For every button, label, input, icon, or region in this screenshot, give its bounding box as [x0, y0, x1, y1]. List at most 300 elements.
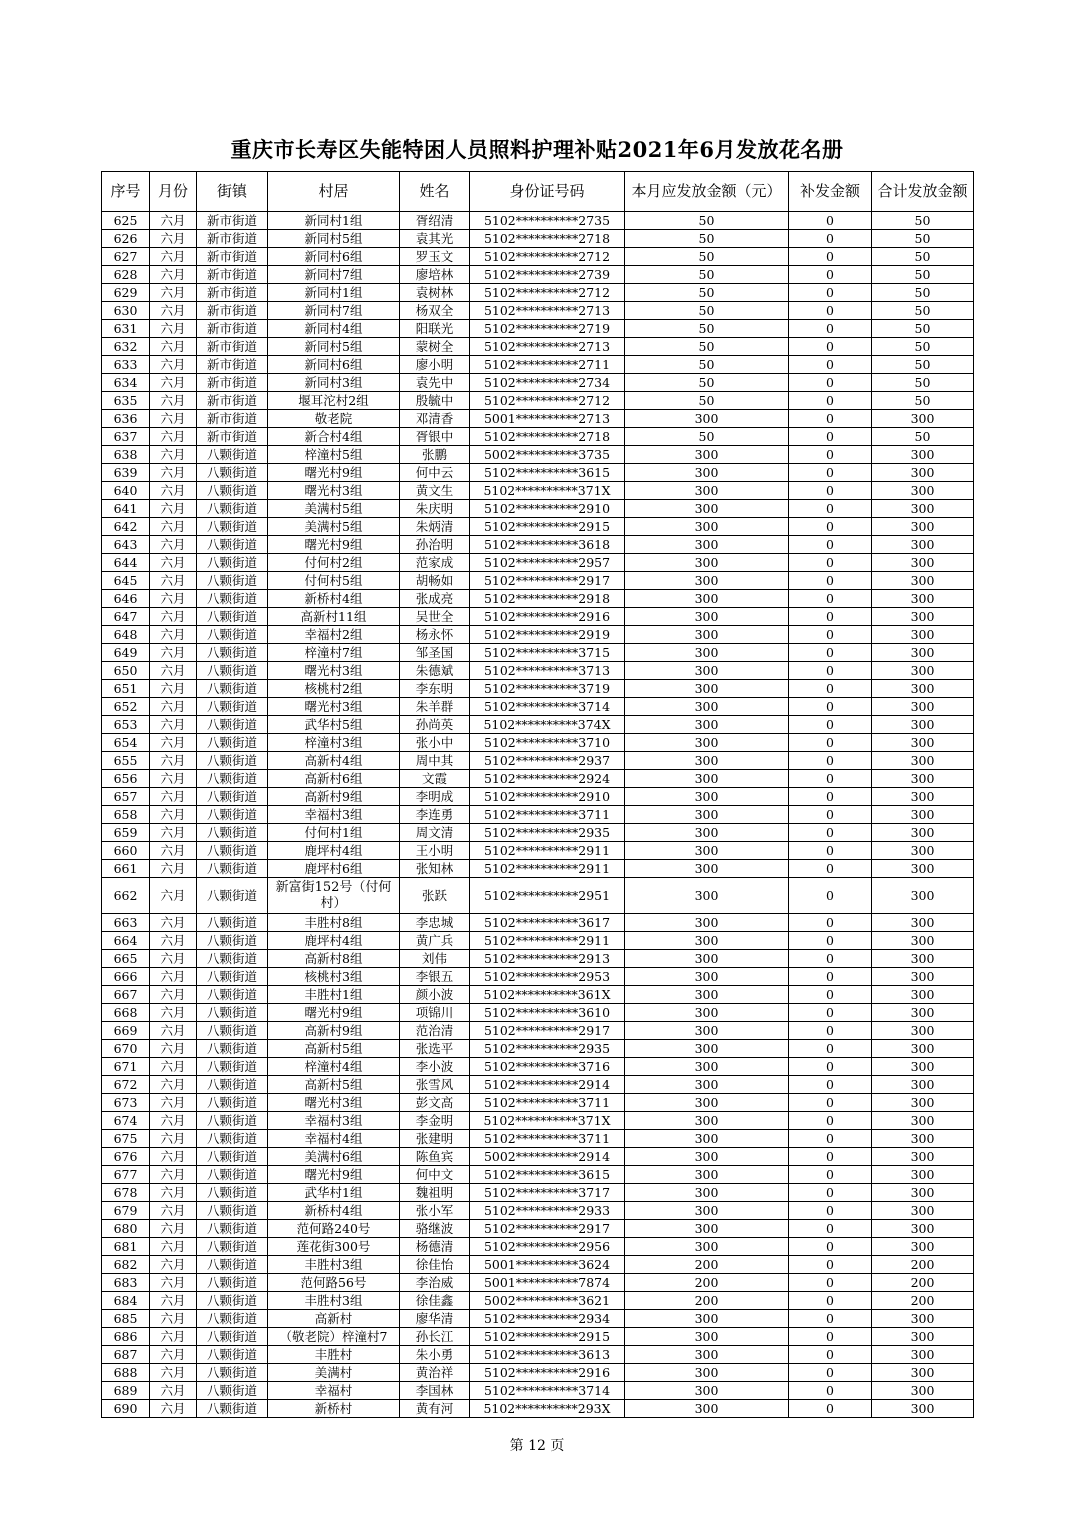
name-cell: 徐佳鑫 — [400, 1292, 470, 1310]
table-row — [102, 302, 974, 320]
name-cell: 周中其 — [400, 752, 470, 770]
back-pay-cell: 0 — [789, 1130, 872, 1148]
street-cell: 新市街道 — [197, 428, 268, 446]
monthly-amount-cell: 300 — [625, 824, 789, 842]
back-pay-cell: 0 — [789, 230, 872, 248]
month-cell: 六月 — [150, 1184, 197, 1202]
id-number-cell: 5102**********3714 — [470, 698, 625, 716]
month-cell: 六月 — [150, 1256, 197, 1274]
id-number-cell: 5102**********2917 — [470, 572, 625, 590]
id-number-cell: 5102**********2934 — [470, 1310, 625, 1328]
total-amount-cell: 300 — [872, 1148, 974, 1166]
id-number-cell: 5102**********2924 — [470, 770, 625, 788]
monthly-amount-cell: 300 — [625, 1094, 789, 1112]
month-cell: 六月 — [150, 1112, 197, 1130]
table-row — [102, 1256, 974, 1274]
id-number-cell: 5102**********3715 — [470, 644, 625, 662]
column-header-month: 月份 — [150, 172, 197, 212]
village-cell: 新富街152号（付何村） — [268, 878, 400, 914]
monthly-amount-cell: 300 — [625, 626, 789, 644]
village-cell: 高新村 — [268, 1310, 400, 1328]
village-cell: 高新村11组 — [268, 608, 400, 626]
name-cell: 杨德清 — [400, 1238, 470, 1256]
back-pay-cell: 0 — [789, 410, 872, 428]
street-cell: 新市街道 — [197, 320, 268, 338]
id-number-cell: 5102**********2917 — [470, 1220, 625, 1238]
table-row — [102, 1112, 974, 1130]
street-cell: 八颗街道 — [197, 482, 268, 500]
table-row — [102, 878, 974, 914]
total-amount-cell: 300 — [872, 914, 974, 932]
month-cell: 六月 — [150, 644, 197, 662]
id-number-cell: 5102**********2916 — [470, 1364, 625, 1382]
total-amount-cell: 300 — [872, 1238, 974, 1256]
name-cell: 李东明 — [400, 680, 470, 698]
monthly-amount-cell: 300 — [625, 950, 789, 968]
row-index-cell: 682 — [102, 1256, 150, 1274]
village-cell: 新同村6组 — [268, 356, 400, 374]
monthly-amount-cell: 300 — [625, 968, 789, 986]
total-amount-cell: 300 — [872, 806, 974, 824]
row-index-cell: 655 — [102, 752, 150, 770]
street-cell: 新市街道 — [197, 392, 268, 410]
village-cell: 新同村4组 — [268, 320, 400, 338]
month-cell: 六月 — [150, 320, 197, 338]
back-pay-cell: 0 — [789, 1274, 872, 1292]
table-row — [102, 464, 974, 482]
village-cell: 高新村5组 — [268, 1076, 400, 1094]
street-cell: 八颗街道 — [197, 1076, 268, 1094]
month-cell: 六月 — [150, 212, 197, 230]
street-cell: 八颗街道 — [197, 1220, 268, 1238]
row-index-cell: 666 — [102, 968, 150, 986]
street-cell: 八颗街道 — [197, 752, 268, 770]
back-pay-cell: 0 — [789, 320, 872, 338]
monthly-amount-cell: 300 — [625, 680, 789, 698]
street-cell: 八颗街道 — [197, 986, 268, 1004]
row-index-cell: 663 — [102, 914, 150, 932]
total-amount-cell: 300 — [872, 1328, 974, 1346]
total-amount-cell: 300 — [872, 842, 974, 860]
name-cell: 袁树林 — [400, 284, 470, 302]
row-index-cell: 628 — [102, 266, 150, 284]
monthly-amount-cell: 50 — [625, 338, 789, 356]
village-cell: 范何路56号 — [268, 1274, 400, 1292]
monthly-amount-cell: 300 — [625, 1058, 789, 1076]
row-index-cell: 660 — [102, 842, 150, 860]
name-cell: 张鹏 — [400, 446, 470, 464]
row-index-cell: 688 — [102, 1364, 150, 1382]
row-index-cell: 687 — [102, 1346, 150, 1364]
table-row — [102, 248, 974, 266]
id-number-cell: 5102**********2957 — [470, 554, 625, 572]
month-cell: 六月 — [150, 572, 197, 590]
name-cell: 张小中 — [400, 734, 470, 752]
row-index-cell: 669 — [102, 1022, 150, 1040]
total-amount-cell: 300 — [872, 968, 974, 986]
id-number-cell: 5102**********3714 — [470, 1382, 625, 1400]
table-row — [102, 1076, 974, 1094]
name-cell: 范家成 — [400, 554, 470, 572]
table-row — [102, 698, 974, 716]
id-number-cell: 5102**********2953 — [470, 968, 625, 986]
monthly-amount-cell: 300 — [625, 1130, 789, 1148]
table-row — [102, 824, 974, 842]
month-cell: 六月 — [150, 356, 197, 374]
street-cell: 八颗街道 — [197, 1400, 268, 1418]
row-index-cell: 661 — [102, 860, 150, 878]
month-cell: 六月 — [150, 626, 197, 644]
month-cell: 六月 — [150, 518, 197, 536]
month-cell: 六月 — [150, 734, 197, 752]
row-index-cell: 626 — [102, 230, 150, 248]
table-row — [102, 1040, 974, 1058]
village-cell: 付何村2组 — [268, 554, 400, 572]
village-cell: 幸福村3组 — [268, 806, 400, 824]
monthly-amount-cell: 300 — [625, 878, 789, 914]
row-index-cell: 665 — [102, 950, 150, 968]
month-cell: 六月 — [150, 878, 197, 914]
month-cell: 六月 — [150, 788, 197, 806]
id-number-cell: 5001**********2713 — [470, 410, 625, 428]
total-amount-cell: 300 — [872, 518, 974, 536]
row-index-cell: 638 — [102, 446, 150, 464]
total-amount-cell: 200 — [872, 1292, 974, 1310]
month-cell: 六月 — [150, 536, 197, 554]
table-row — [102, 914, 974, 932]
table-row — [102, 608, 974, 626]
street-cell: 新市街道 — [197, 266, 268, 284]
total-amount-cell: 300 — [872, 770, 974, 788]
village-cell: 梓潼村3组 — [268, 734, 400, 752]
name-cell: 李忠城 — [400, 914, 470, 932]
street-cell: 八颗街道 — [197, 1310, 268, 1328]
total-amount-cell: 300 — [872, 554, 974, 572]
table-row — [102, 842, 974, 860]
table-row — [102, 1004, 974, 1022]
id-number-cell: 5102**********2935 — [470, 824, 625, 842]
table-row — [102, 950, 974, 968]
row-index-cell: 647 — [102, 608, 150, 626]
total-amount-cell: 200 — [872, 1274, 974, 1292]
street-cell: 八颗街道 — [197, 1004, 268, 1022]
table-row — [102, 1292, 974, 1310]
id-number-cell: 5102**********3711 — [470, 1130, 625, 1148]
table-row — [102, 626, 974, 644]
monthly-amount-cell: 50 — [625, 356, 789, 374]
village-cell: 幸福村3组 — [268, 1112, 400, 1130]
village-cell: 梓潼村4组 — [268, 1058, 400, 1076]
table-row — [102, 932, 974, 950]
street-cell: 八颗街道 — [197, 1292, 268, 1310]
table-row — [102, 212, 974, 230]
id-number-cell: 5102**********3717 — [470, 1184, 625, 1202]
table-row — [102, 284, 974, 302]
street-cell: 八颗街道 — [197, 518, 268, 536]
total-amount-cell: 300 — [872, 1382, 974, 1400]
monthly-amount-cell: 300 — [625, 1400, 789, 1418]
row-index-cell: 658 — [102, 806, 150, 824]
back-pay-cell: 0 — [789, 356, 872, 374]
street-cell: 新市街道 — [197, 212, 268, 230]
monthly-amount-cell: 300 — [625, 662, 789, 680]
village-cell: 美满村 — [268, 1364, 400, 1382]
id-number-cell: 5001**********3624 — [470, 1256, 625, 1274]
id-number-cell: 5102**********2734 — [470, 374, 625, 392]
name-cell: 彭文高 — [400, 1094, 470, 1112]
back-pay-cell: 0 — [789, 788, 872, 806]
row-index-cell: 625 — [102, 212, 150, 230]
name-cell: 袁其光 — [400, 230, 470, 248]
row-index-cell: 679 — [102, 1202, 150, 1220]
name-cell: 李治威 — [400, 1274, 470, 1292]
village-cell: 美满村6组 — [268, 1148, 400, 1166]
id-number-cell: 5102**********2910 — [470, 500, 625, 518]
back-pay-cell: 0 — [789, 842, 872, 860]
street-cell: 八颗街道 — [197, 770, 268, 788]
id-number-cell: 5102**********2916 — [470, 608, 625, 626]
table-row — [102, 770, 974, 788]
total-amount-cell: 300 — [872, 1040, 974, 1058]
village-cell: 丰胜村8组 — [268, 914, 400, 932]
street-cell: 八颗街道 — [197, 1184, 268, 1202]
table-row — [102, 536, 974, 554]
table-row — [102, 1058, 974, 1076]
table-row — [102, 374, 974, 392]
total-amount-cell: 300 — [872, 986, 974, 1004]
row-index-cell: 680 — [102, 1220, 150, 1238]
back-pay-cell: 0 — [789, 500, 872, 518]
table-row — [102, 986, 974, 1004]
row-index-cell: 645 — [102, 572, 150, 590]
back-pay-cell: 0 — [789, 1400, 872, 1418]
monthly-amount-cell: 300 — [625, 464, 789, 482]
month-cell: 六月 — [150, 284, 197, 302]
street-cell: 八颗街道 — [197, 1130, 268, 1148]
street-cell: 八颗街道 — [197, 644, 268, 662]
name-cell: 刘伟 — [400, 950, 470, 968]
total-amount-cell: 300 — [872, 1400, 974, 1418]
name-cell: 朱炳清 — [400, 518, 470, 536]
back-pay-cell: 0 — [789, 608, 872, 626]
monthly-amount-cell: 50 — [625, 302, 789, 320]
id-number-cell: 5102**********2935 — [470, 1040, 625, 1058]
back-pay-cell: 0 — [789, 284, 872, 302]
back-pay-cell: 0 — [789, 626, 872, 644]
village-cell: 曙光村3组 — [268, 482, 400, 500]
street-cell: 八颗街道 — [197, 878, 268, 914]
street-cell: 八颗街道 — [197, 464, 268, 482]
total-amount-cell: 300 — [872, 1364, 974, 1382]
name-cell: 邓清香 — [400, 410, 470, 428]
row-index-cell: 646 — [102, 590, 150, 608]
id-number-cell: 5002**********2914 — [470, 1148, 625, 1166]
row-index-cell: 648 — [102, 626, 150, 644]
village-cell: 梓潼村7组 — [268, 644, 400, 662]
village-cell: 曙光村9组 — [268, 536, 400, 554]
village-cell: 莲花街300号 — [268, 1238, 400, 1256]
total-amount-cell: 300 — [872, 1076, 974, 1094]
name-cell: 罗玉文 — [400, 248, 470, 266]
name-cell: 胥绍清 — [400, 212, 470, 230]
back-pay-cell: 0 — [789, 374, 872, 392]
back-pay-cell: 0 — [789, 1094, 872, 1112]
name-cell: 廖华清 — [400, 1310, 470, 1328]
total-amount-cell: 300 — [872, 1202, 974, 1220]
row-index-cell: 650 — [102, 662, 150, 680]
back-pay-cell: 0 — [789, 302, 872, 320]
id-number-cell: 5102**********361X — [470, 986, 625, 1004]
street-cell: 八颗街道 — [197, 1256, 268, 1274]
village-cell: 曙光村9组 — [268, 464, 400, 482]
row-index-cell: 635 — [102, 392, 150, 410]
name-cell: 张建明 — [400, 1130, 470, 1148]
name-cell: 项锦川 — [400, 1004, 470, 1022]
month-cell: 六月 — [150, 1058, 197, 1076]
row-index-cell: 686 — [102, 1328, 150, 1346]
table-row — [102, 1328, 974, 1346]
monthly-amount-cell: 300 — [625, 608, 789, 626]
name-cell: 李小波 — [400, 1058, 470, 1076]
monthly-amount-cell: 300 — [625, 590, 789, 608]
table-row — [102, 500, 974, 518]
village-cell: 幸福村 — [268, 1382, 400, 1400]
street-cell: 八颗街道 — [197, 788, 268, 806]
row-index-cell: 657 — [102, 788, 150, 806]
table-row — [102, 1346, 974, 1364]
street-cell: 八颗街道 — [197, 554, 268, 572]
back-pay-cell: 0 — [789, 752, 872, 770]
street-cell: 八颗街道 — [197, 842, 268, 860]
id-number-cell: 5102**********2919 — [470, 626, 625, 644]
name-cell: 蒙树全 — [400, 338, 470, 356]
row-index-cell: 656 — [102, 770, 150, 788]
total-amount-cell: 300 — [872, 734, 974, 752]
table-row — [102, 392, 974, 410]
village-cell: 武华村1组 — [268, 1184, 400, 1202]
page-number: 第 12 页 — [509, 1438, 565, 1454]
street-cell: 八颗街道 — [197, 1364, 268, 1382]
month-cell: 六月 — [150, 1328, 197, 1346]
street-cell: 八颗街道 — [197, 1238, 268, 1256]
total-amount-cell: 300 — [872, 626, 974, 644]
id-number-cell: 5102**********2914 — [470, 1076, 625, 1094]
column-header-street: 街镇 — [197, 172, 268, 212]
month-cell: 六月 — [150, 1400, 197, 1418]
table-row — [102, 1184, 974, 1202]
total-amount-cell: 300 — [872, 1130, 974, 1148]
id-number-cell: 5102**********293X — [470, 1400, 625, 1418]
monthly-amount-cell: 300 — [625, 1328, 789, 1346]
total-amount-cell: 300 — [872, 878, 974, 914]
month-cell: 六月 — [150, 932, 197, 950]
village-cell: 新同村6组 — [268, 248, 400, 266]
month-cell: 六月 — [150, 1130, 197, 1148]
row-index-cell: 681 — [102, 1238, 150, 1256]
monthly-amount-cell: 300 — [625, 770, 789, 788]
back-pay-cell: 0 — [789, 590, 872, 608]
id-number-cell: 5002**********3735 — [470, 446, 625, 464]
table-row — [102, 320, 974, 338]
row-index-cell: 627 — [102, 248, 150, 266]
village-cell: 新桥村4组 — [268, 590, 400, 608]
table-row — [102, 1130, 974, 1148]
name-cell: 胥银中 — [400, 428, 470, 446]
row-index-cell: 640 — [102, 482, 150, 500]
monthly-amount-cell: 50 — [625, 392, 789, 410]
monthly-amount-cell: 300 — [625, 806, 789, 824]
table-row — [102, 266, 974, 284]
back-pay-cell: 0 — [789, 1076, 872, 1094]
table-row — [102, 806, 974, 824]
name-cell: 孙尚英 — [400, 716, 470, 734]
table-row — [102, 518, 974, 536]
month-cell: 六月 — [150, 1220, 197, 1238]
row-index-cell: 636 — [102, 410, 150, 428]
monthly-amount-cell: 300 — [625, 842, 789, 860]
name-cell: 张跃 — [400, 878, 470, 914]
back-pay-cell: 0 — [789, 1238, 872, 1256]
back-pay-cell: 0 — [789, 1328, 872, 1346]
table-header-row — [102, 172, 974, 212]
id-number-cell: 5102**********2933 — [470, 1202, 625, 1220]
monthly-amount-cell: 300 — [625, 482, 789, 500]
back-pay-cell: 0 — [789, 338, 872, 356]
village-cell: 敬老院 — [268, 410, 400, 428]
street-cell: 八颗街道 — [197, 968, 268, 986]
total-amount-cell: 50 — [872, 212, 974, 230]
street-cell: 八颗街道 — [197, 734, 268, 752]
street-cell: 新市街道 — [197, 248, 268, 266]
month-cell: 六月 — [150, 986, 197, 1004]
street-cell: 八颗街道 — [197, 1040, 268, 1058]
street-cell: 八颗街道 — [197, 500, 268, 518]
month-cell: 六月 — [150, 446, 197, 464]
name-cell: 陈鱼宾 — [400, 1148, 470, 1166]
monthly-amount-cell: 50 — [625, 230, 789, 248]
village-cell: 鹿坪村6组 — [268, 860, 400, 878]
table-row — [102, 572, 974, 590]
month-cell: 六月 — [150, 464, 197, 482]
name-cell: 骆继波 — [400, 1220, 470, 1238]
village-cell: 堰耳沱村2组 — [268, 392, 400, 410]
back-pay-cell: 0 — [789, 1382, 872, 1400]
monthly-amount-cell: 300 — [625, 752, 789, 770]
name-cell: 魏祖明 — [400, 1184, 470, 1202]
name-cell: 李银五 — [400, 968, 470, 986]
row-index-cell: 644 — [102, 554, 150, 572]
table-row — [102, 662, 974, 680]
total-amount-cell: 50 — [872, 266, 974, 284]
back-pay-cell: 0 — [789, 1112, 872, 1130]
total-amount-cell: 200 — [872, 1256, 974, 1274]
row-index-cell: 664 — [102, 932, 150, 950]
village-cell: 新同村1组 — [268, 212, 400, 230]
table-row — [102, 1022, 974, 1040]
village-cell: 付何村1组 — [268, 824, 400, 842]
total-amount-cell: 300 — [872, 446, 974, 464]
page-title: 重庆市长寿区失能特困人员照料护理补贴2021年6月发放花名册 — [230, 137, 844, 162]
month-cell: 六月 — [150, 410, 197, 428]
row-index-cell: 659 — [102, 824, 150, 842]
id-number-cell: 5102**********2913 — [470, 950, 625, 968]
monthly-amount-cell: 200 — [625, 1292, 789, 1310]
total-amount-cell: 300 — [872, 680, 974, 698]
column-header-index: 序号 — [102, 172, 150, 212]
name-cell: 黄治祥 — [400, 1364, 470, 1382]
id-number-cell: 5102**********3617 — [470, 914, 625, 932]
id-number-cell: 5102**********2735 — [470, 212, 625, 230]
